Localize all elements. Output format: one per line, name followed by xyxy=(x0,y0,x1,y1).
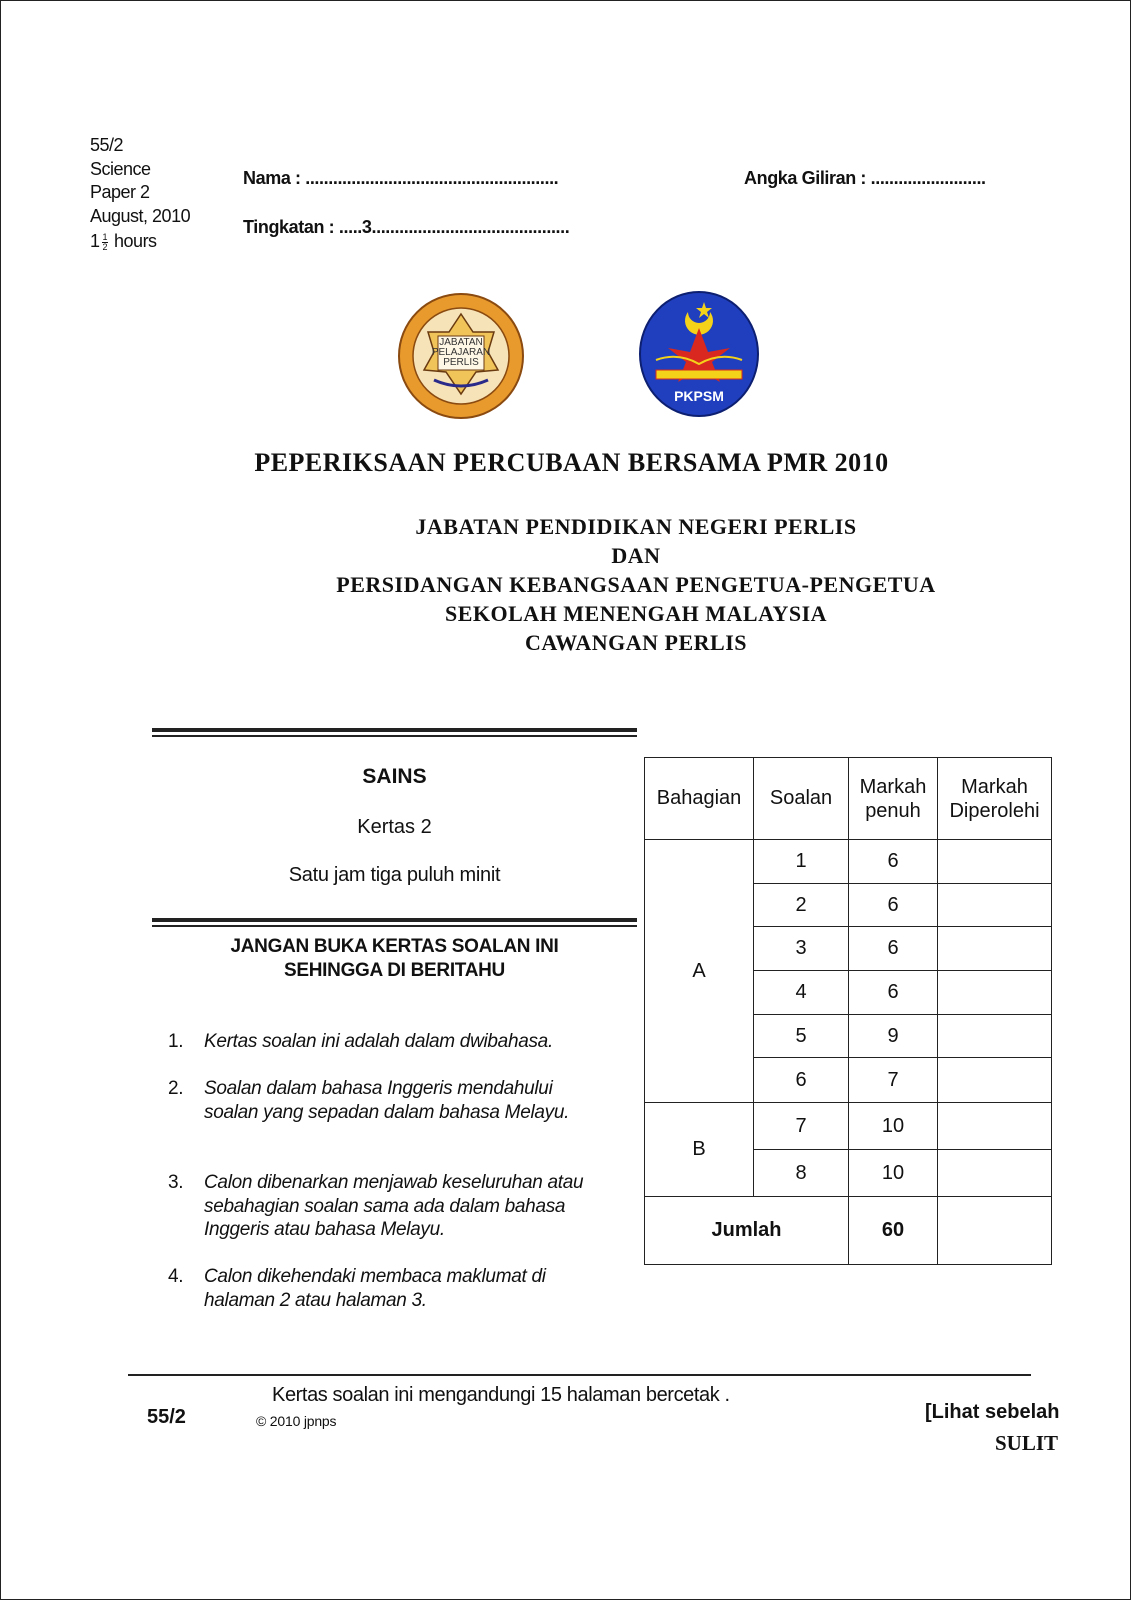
total-obtained-cell[interactable] xyxy=(938,1197,1052,1265)
question-number: 6 xyxy=(754,1058,849,1103)
marks-obtained-cell[interactable] xyxy=(938,971,1052,1015)
marks-obtained-cell[interactable] xyxy=(938,840,1052,884)
full-marks: 9 xyxy=(849,1015,938,1058)
svg-text:PELAJARAN: PELAJARAN xyxy=(431,347,491,358)
full-marks: 6 xyxy=(849,927,938,971)
organizer-line-5: CAWANGAN PERLIS xyxy=(524,630,748,655)
paper-code: 55/2 xyxy=(90,135,124,155)
header-soalan: Soalan xyxy=(754,758,849,840)
jabatan-pelajaran-perlis-logo xyxy=(394,292,528,420)
section-b-cell: B xyxy=(645,1103,754,1197)
turn-over-note: [Lihat sebelah xyxy=(925,1401,1060,1423)
header-bahagian: Bahagian xyxy=(645,758,754,840)
full-marks: 6 xyxy=(849,884,938,927)
organizer-line-4: SEKOLAH MENENGAH MALAYSIA xyxy=(444,601,828,626)
full-marks: 6 xyxy=(849,971,938,1015)
full-marks: 7 xyxy=(849,1058,938,1103)
marks-obtained-cell[interactable] xyxy=(938,884,1052,927)
total-value: 60 xyxy=(849,1197,938,1265)
exam-date: August, 2010 xyxy=(90,205,191,226)
footer-rule xyxy=(128,1374,1031,1376)
exam-duration: 1 $\frac{1}{2}$ hours xyxy=(90,231,157,252)
subject-en: Science xyxy=(90,158,151,179)
full-marks: 10 xyxy=(849,1150,938,1197)
exam-title: PEPERIKSAAN PERCUBAAN BERSAMA PMR 2010 xyxy=(254,448,889,477)
marks-table xyxy=(644,757,1052,1265)
mid-rule-thin xyxy=(152,925,637,927)
marks-obtained-cell[interactable] xyxy=(938,1103,1052,1150)
subject-title: SAINS xyxy=(362,765,427,788)
page-count-note: Kertas soalan ini mengandungi 15 halaman bercetak . xyxy=(272,1384,730,1406)
footer-paper-code: 55/2 xyxy=(147,1406,186,1428)
tingkatan-field[interactable]: Tingkatan : .....3........................................... xyxy=(243,217,570,237)
question-number: 3 xyxy=(754,927,849,971)
marks-obtained-cell[interactable] xyxy=(938,1150,1052,1197)
table-row xyxy=(645,1103,1052,1150)
header-markah-penuh: Markah penuh xyxy=(849,758,938,840)
table-row xyxy=(645,840,1052,884)
organizer-line-3: PERSIDANGAN KEBANGSAAN PENGETUA-PENGETUA xyxy=(336,572,936,597)
top-rule-thin xyxy=(152,735,637,737)
full-marks: 6 xyxy=(849,840,938,884)
question-number: 7 xyxy=(754,1103,849,1150)
table-header-row xyxy=(645,758,1052,840)
question-number: 2 xyxy=(754,884,849,927)
mid-rule xyxy=(152,918,637,922)
svg-text:PKPSM: PKPSM xyxy=(674,388,724,404)
svg-text:JABATAN: JABATAN xyxy=(439,337,483,348)
paper-number: Paper 2 xyxy=(90,182,150,202)
duration-fraction: $\frac{1}{2}$ xyxy=(102,231,108,252)
total-label: Jumlah xyxy=(645,1197,849,1265)
marks-obtained-cell[interactable] xyxy=(938,927,1052,971)
angka-giliran-field[interactable]: Angka Giliran : ......................... xyxy=(744,168,986,188)
total-row xyxy=(645,1197,1052,1265)
top-rule xyxy=(152,728,637,732)
duration-text: Satu jam tiga puluh minit xyxy=(288,864,501,886)
nama-field[interactable]: Nama : ....................................................... xyxy=(243,168,559,188)
header-markah-diperolehi: Markah Diperolehi xyxy=(938,758,1052,840)
question-number: 8 xyxy=(754,1150,849,1197)
organizer-line-1: JABATAN PENDIDIKAN NEGERI PERLIS xyxy=(415,514,857,539)
exam-meta xyxy=(90,134,190,254)
marks-obtained-cell[interactable] xyxy=(938,1058,1052,1103)
instructions-list: 1. Kertas soalan ini adalah dalam dwibahasa. 2. Soalan dalam bahasa Inggeris mendahului soalan yang sepadan dalam bahasa Melayu. 3. Calon dibenarkan menjawab keseluruhan atau sebahagian soalan sama ada dalam bahasa Inggeris atau bahasa Melayu. 4. Calon dikehendaki membaca maklumat di halaman 2 atau halaman 3. xyxy=(168,1031,584,1311)
marks-obtained-cell[interactable] xyxy=(938,1015,1052,1058)
pkpsm-logo xyxy=(638,290,760,418)
paper-label: Kertas 2 xyxy=(357,816,432,838)
organizer-line-2: DAN xyxy=(611,543,661,568)
question-number: 5 xyxy=(754,1015,849,1058)
question-number: 4 xyxy=(754,971,849,1015)
full-marks: 10 xyxy=(849,1103,938,1150)
warning-notice: JANGAN BUKA KERTAS SOALAN INI SEHINGGA DI BERITAHU xyxy=(230,936,559,981)
svg-text:PERLIS: PERLIS xyxy=(443,357,479,368)
question-number: 1 xyxy=(754,840,849,884)
copyright-note: © 2010 jpnps xyxy=(256,1413,337,1429)
sulit-label: SULIT xyxy=(995,1431,1059,1455)
section-a-cell: A xyxy=(645,840,754,1103)
